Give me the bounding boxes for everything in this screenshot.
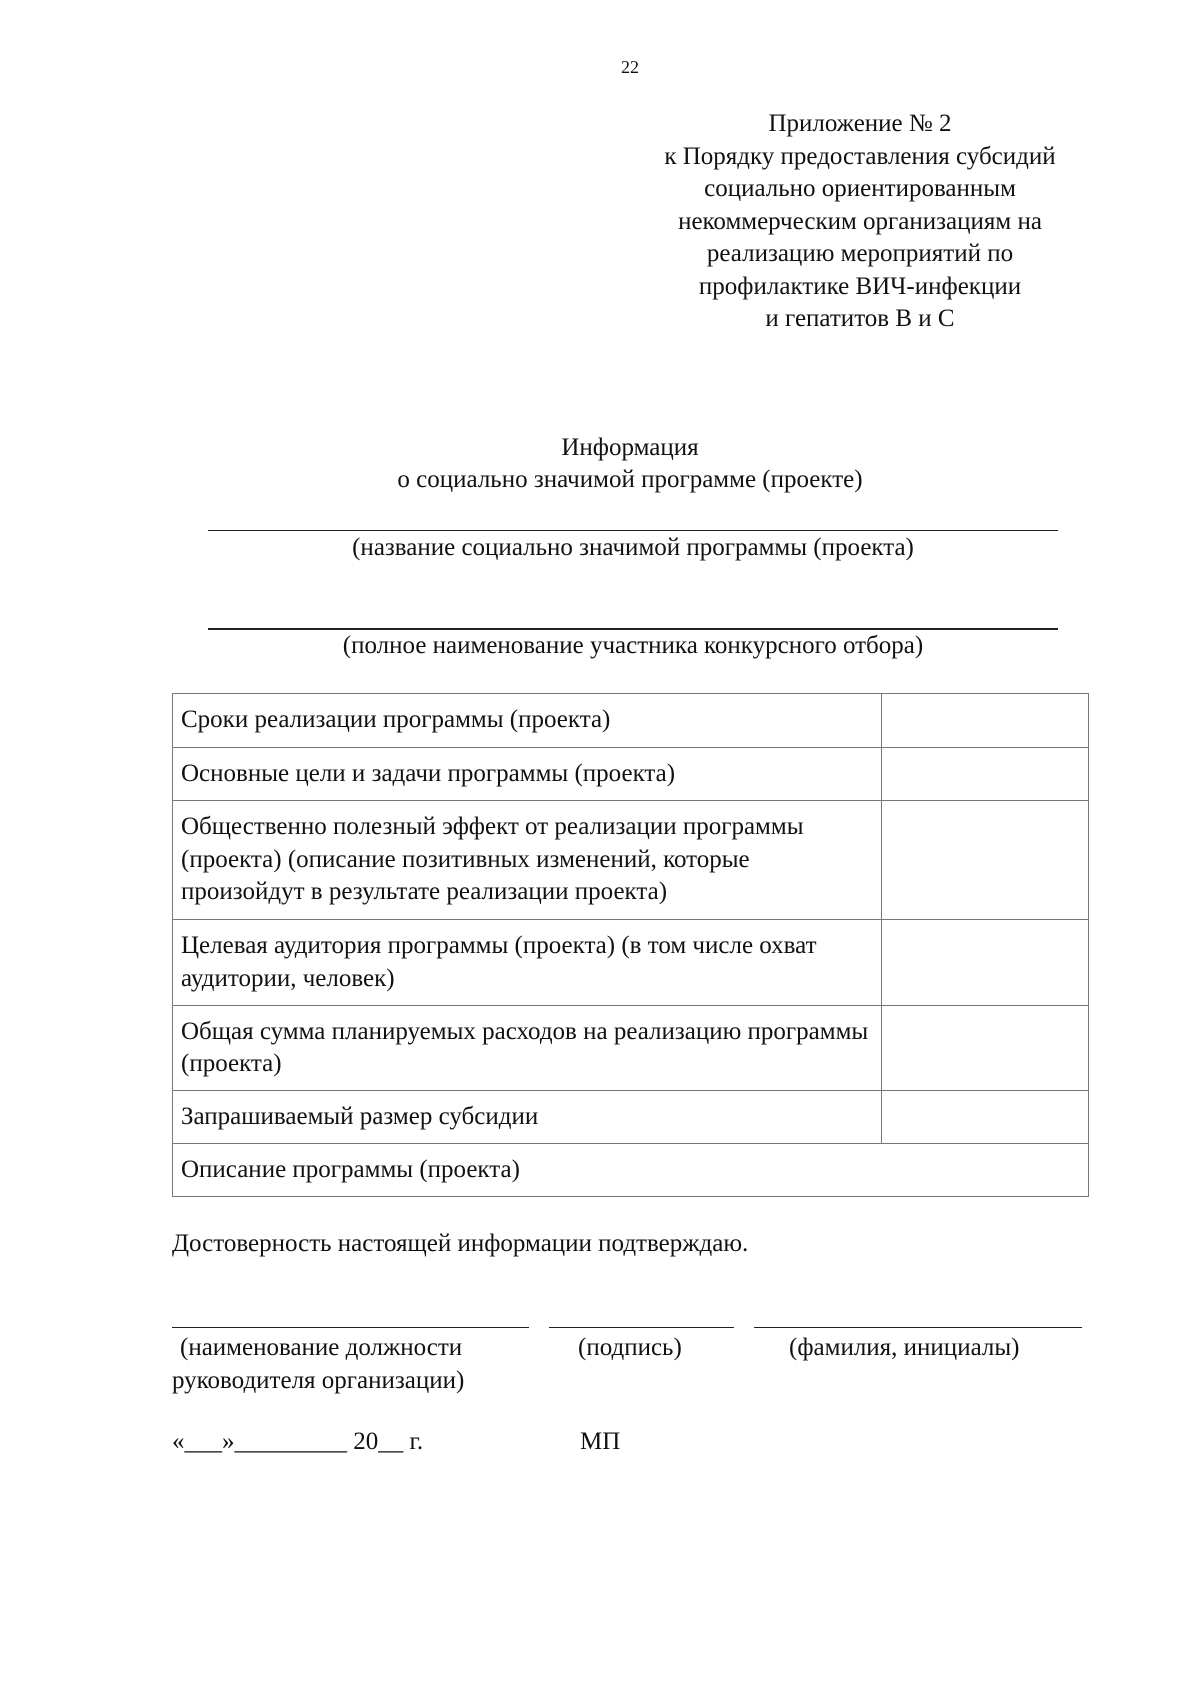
table-row <box>173 801 1089 920</box>
position-caption-line-1: (наименование должности <box>180 1334 463 1361</box>
table-row <box>173 1144 1089 1197</box>
title-line-2: о социально значимой программе (проекте) <box>397 466 863 493</box>
row-value-cell[interactable] <box>882 801 1089 920</box>
program-name-line <box>208 530 1058 531</box>
annex-line: реализацию мероприятий по <box>706 240 1014 267</box>
position-caption <box>172 1331 464 1397</box>
document-title <box>180 432 1080 496</box>
row-value-cell[interactable] <box>882 920 1089 1006</box>
stamp-place: МП <box>580 1428 621 1455</box>
row-label: Сроки реализации программы (проекта) <box>173 694 882 748</box>
position-signature-line <box>172 1327 529 1328</box>
row-label: Общественно полезный эффект от реализации программы (проекта) (описание позитивных изменений, которые произойдут в результате реализации проекта) <box>173 801 882 920</box>
name-signature-line <box>754 1327 1082 1328</box>
name-caption: (фамилия, инициалы) <box>789 1334 1020 1361</box>
row-label: Описание программы (проекта) <box>173 1144 1089 1197</box>
annex-header <box>610 108 1110 336</box>
confirmation-text: Достоверность настоящей информации подтверждаю. <box>172 1230 749 1257</box>
position-caption-line-2: руководителя организации) <box>172 1367 465 1394</box>
info-table <box>172 693 1089 1197</box>
annex-line: некоммерческим организациям на <box>678 207 1042 235</box>
annex-line: и гепатитов В и С <box>765 305 955 332</box>
row-value-cell[interactable] <box>882 694 1089 748</box>
annex-line: социально ориентированным <box>704 175 1016 202</box>
row-value-cell[interactable] <box>882 1006 1089 1091</box>
program-name-caption: (название социально значимой программы (проекта) <box>352 534 914 561</box>
row-label: Общая сумма планируемых расходов на реализацию программы (проекта) <box>173 1006 882 1091</box>
table-row <box>173 1006 1089 1091</box>
table-row <box>173 1091 1089 1144</box>
annex-line: к Порядку предоставления субсидий <box>664 142 1056 170</box>
signature-caption: (подпись) <box>578 1334 682 1361</box>
table-row <box>173 748 1089 801</box>
signature-line <box>549 1327 734 1328</box>
row-label: Целевая аудитория программы (проекта) (в том числе охват аудитории, человек) <box>173 920 882 1006</box>
participant-name-line <box>208 628 1058 630</box>
table-row <box>173 694 1089 748</box>
row-label: Запрашиваемый размер субсидии <box>173 1091 882 1144</box>
title-line-1: Информация <box>561 434 699 461</box>
participant-caption: (полное наименование участника конкурсного отбора) <box>342 632 924 659</box>
annex-line: профилактике ВИЧ-инфекции <box>698 272 1022 300</box>
row-value-cell[interactable] <box>882 748 1089 801</box>
page-number: 22 <box>621 57 639 77</box>
date-line: «___»_________ 20__ г. <box>172 1428 424 1455</box>
table-row <box>173 920 1089 1006</box>
annex-line: Приложение № 2 <box>768 110 952 137</box>
row-value-cell[interactable] <box>882 1091 1089 1144</box>
row-label: Основные цели и задачи программы (проекта) <box>173 748 882 801</box>
